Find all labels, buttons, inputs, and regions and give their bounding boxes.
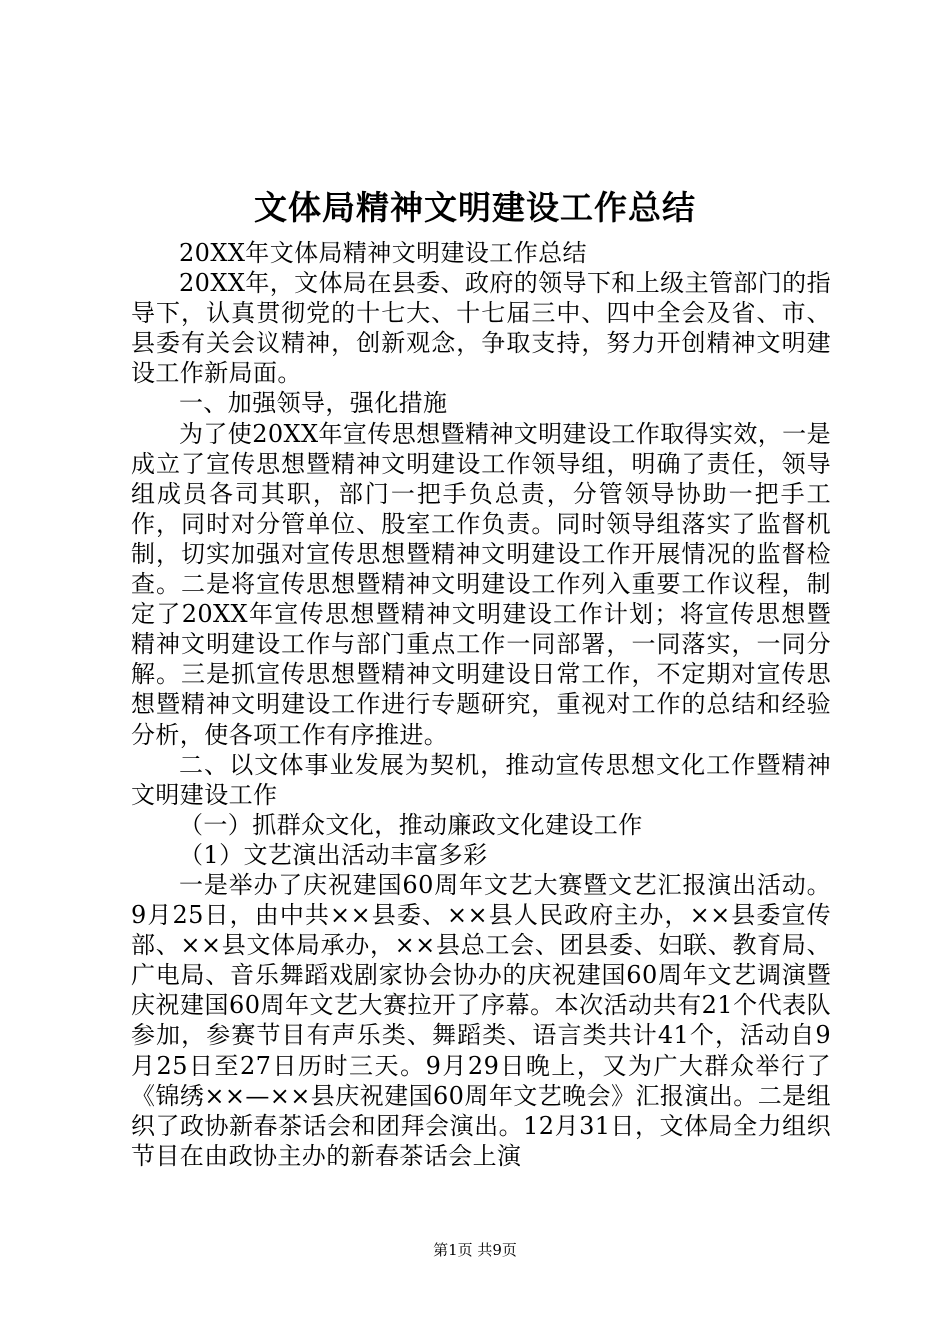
- document-title: 文体局精神文明建设工作总结: [254, 188, 696, 227]
- document-body: [131, 238, 831, 1171]
- paragraph-intro: 20XX年，文体局在县委、政府的领导下和上级主管部门的指导下，认真贯彻党的十七大、十七届三中、四中全会及省、市、县委有关会议精神，创新观念，争取支持，努力开创精神文明建设工作新局面。: [131, 269, 831, 388]
- heading-item-1: （1）文艺演出活动丰富多彩: [179, 840, 488, 869]
- paragraph-section-1: 为了使20XX年宣传思想暨精神文明建设工作取得实效，一是成立了宣传思想暨精神文明建设工作领导组，明确了责任，领导组成员各司其职，部门一把手负总责，分管领导协助一把手工作，同时对分管单位、股室工作负责。同时领导组落实了监督机制，切实加强对宣传思想暨精神文明建设工作开展情况的监督检查。二是将宣传思想暨精神文明建设工作列入重要工作议程，制定了20XX年宣传思想暨精神文明建设工作计划；将宣传思想暨精神文明建设工作与部门重点工作一同部署，一同落实，一同分解。三是抓宣传思想暨精神文明建设日常工作，不定期对宣传思想暨精神文明建设工作进行专题研究，重视对工作的总结和经验分析，使各项工作有序推进。: [131, 419, 831, 749]
- paragraph-subtitle: 20XX年文体局精神文明建设工作总结: [179, 239, 587, 267]
- heading-section-1: 一、加强领导，强化措施: [179, 389, 448, 418]
- heading-section-2: 二、以文体事业发展为契机，推动宣传思想文化工作暨精神文明建设工作: [131, 750, 831, 809]
- heading-subsection-1: （一）抓群众文化，推动廉政文化建设工作: [179, 810, 643, 839]
- paragraph-item-1: 一是举办了庆祝建国60周年文艺大赛暨文艺汇报演出活动。9月25日，由中共××县委、××县人民政府主办，××县委宣传部、××县文体局承办，××县总工会、团县委、妇联、教育局、广电局、音乐舞蹈戏剧家协会协办的庆祝建国60周年文艺调演暨庆祝建国60周年文艺大赛拉开了序幕。本次活动共有21个代表队参加，参赛节目有声乐类、舞蹈类、语言类共计41个，活动自9月25日至27日历时三天。9月29日晚上，又为广大群众举行了《锦绣××—××县庆祝建国60周年文艺晚会》汇报演出。二是组织了政协新春茶话会和团拜会演出。12月31日，文体局全力组织节目在由政协主办的新春茶话会上演: [131, 870, 831, 1170]
- page-number-footer: 第1页 共9页: [433, 1241, 517, 1259]
